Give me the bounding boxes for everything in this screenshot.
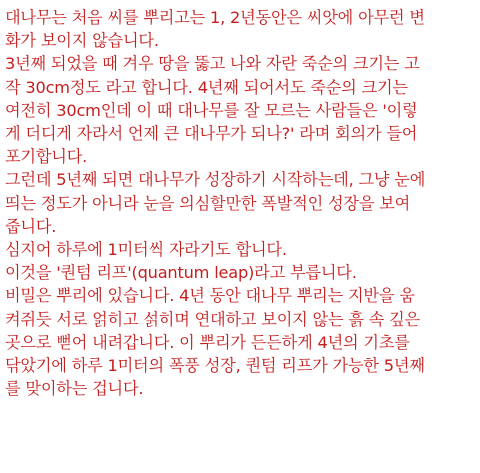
text-line: 게 더디게 자라서 언제 큰 대나무가 되나?' 라며 회의가 들어 bbox=[5, 124, 418, 144]
text-line: 를 맞이하는 겁니다. bbox=[5, 379, 144, 399]
text-line: 이것을 '퀀텀 리프'(quantum leap)라고 부릅니다. bbox=[5, 263, 357, 283]
paragraph-roots-secret bbox=[5, 284, 475, 400]
text-line: 대나무는 처음 씨를 뿌리고는 1, 2년동안은 씨앗에 아무런 변 bbox=[5, 8, 425, 27]
text-line: 여전히 30cm인데 이 때 대나무를 잘 모르는 사람들은 '이렇 bbox=[5, 100, 418, 120]
document-body bbox=[5, 6, 475, 400]
paragraph-year-five bbox=[5, 168, 475, 238]
text-line: 작 30cm정도 라고 합니다. 4년째 되어서도 죽순의 크기는 bbox=[5, 77, 408, 97]
text-line: 켜쥐듯 서로 얽히고 섥히며 연대하고 보이지 않는 흙 속 깊은 bbox=[5, 309, 420, 329]
paragraph-no-change bbox=[5, 6, 475, 52]
text-line: 그런데 5년째 되면 대나무가 성장하기 시작하는데, 그냥 눈에 bbox=[5, 170, 426, 190]
text-line: 비밀은 뿌리에 있습니다. 4년 동안 대나무 뿌리는 지반을 움 bbox=[5, 286, 415, 306]
text-line: 줍니다. bbox=[5, 216, 57, 236]
text-line: 화가 보이지 않습니다. bbox=[5, 31, 159, 51]
text-line: 포기합니다. bbox=[5, 147, 88, 167]
text-line: 띄는 정도가 아니라 눈을 의심할만한 폭발적인 성장을 보여 bbox=[5, 193, 411, 213]
text-line: 곳으로 뻗어 내려갑니다. 이 뿌리가 든든하게 4년의 기초를 bbox=[5, 332, 410, 352]
paragraph-quantum-leap bbox=[5, 261, 475, 284]
text-line: 3년째 되었을 때 겨우 땅을 뚫고 나와 자란 죽순의 크기는 고 bbox=[5, 54, 420, 74]
text-line: 닦았기에 하루 1미터의 폭풍 성장, 퀀텀 리프가 가능한 5년째 bbox=[5, 356, 425, 376]
paragraph-one-meter bbox=[5, 238, 475, 261]
paragraph-year-three-four bbox=[5, 52, 475, 168]
text-line: 심지어 하루에 1미터씩 자라기도 합니다. bbox=[5, 240, 287, 260]
